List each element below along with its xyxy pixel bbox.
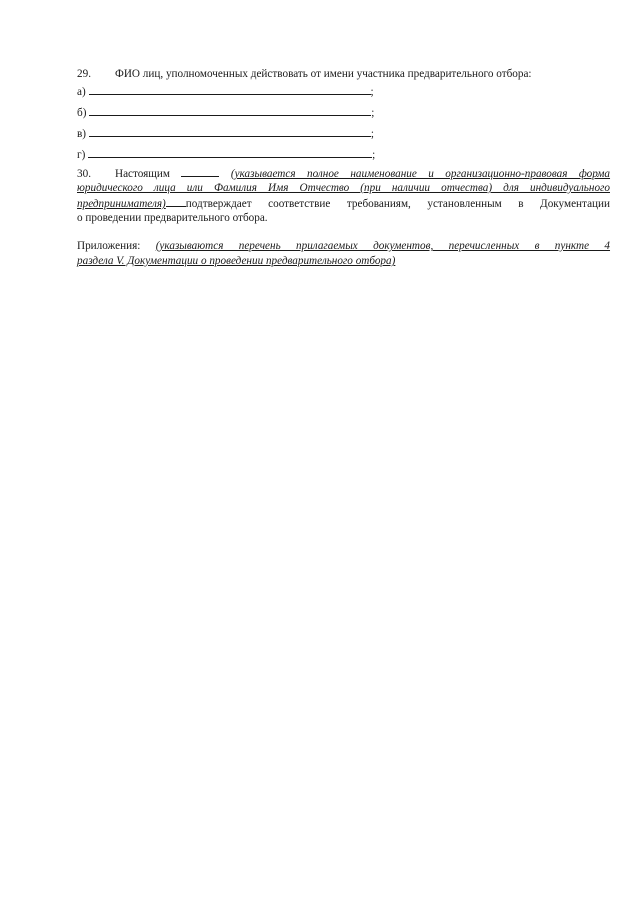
line-a-label: а) xyxy=(77,86,86,98)
attachments-line-2 xyxy=(77,254,610,269)
item-29-line-d xyxy=(77,147,375,161)
attachments-paragraph xyxy=(77,239,610,269)
line-a-end: ; xyxy=(370,86,374,98)
line-d-label: г) xyxy=(77,149,86,161)
item-30-line-1 xyxy=(77,166,610,181)
line-b-blank[interactable] xyxy=(89,105,371,116)
line-a-blank[interactable] xyxy=(89,84,371,95)
line-d-end: ; xyxy=(372,149,376,161)
attachments-line-1 xyxy=(77,239,610,254)
item-29-line-c xyxy=(77,126,374,140)
line-c-label: в) xyxy=(77,128,87,140)
item-29-line-a xyxy=(77,84,374,98)
item-30-number: 30. xyxy=(77,168,91,180)
item-29-line-b xyxy=(77,105,374,119)
item-29-heading xyxy=(77,67,532,81)
item-30-paragraph xyxy=(77,166,610,226)
line-b-end: ; xyxy=(371,107,375,119)
item-30-lead: Настоящим xyxy=(115,168,170,180)
item-30-line-4: о проведении предварительного отбора. xyxy=(77,212,268,224)
item-30-line-2 xyxy=(77,181,610,196)
attachments-label: Приложения: xyxy=(77,240,141,252)
line-b-label: б) xyxy=(77,107,87,119)
item-29-number: 29. xyxy=(77,68,91,80)
item-30-line-3 xyxy=(77,196,610,211)
item-30-blank-2[interactable] xyxy=(166,196,186,207)
attachments-hint-1: (указываются перечень прилагаемых документов, перечисленных в пункте 4 xyxy=(155,240,611,252)
item-30-rest: подтверждает соответствие требованиям, установленным в Документации xyxy=(185,198,610,210)
item-30-hint-1: (указывается полное наименование и организационно-правовая форма xyxy=(230,168,611,180)
line-d-blank[interactable] xyxy=(88,147,372,158)
attachments-hint-2: раздела V. Документации о проведении предварительного отбора) xyxy=(77,255,396,267)
line-c-blank[interactable] xyxy=(89,126,371,137)
item-29-text: ФИО лиц, уполномоченных действовать от имени участника предварительного отбора: xyxy=(115,68,532,80)
item-30-hint-3: предпринимателя) xyxy=(77,198,166,210)
item-30-hint-2: юридического лица или Фамилия Имя Отчество (при наличии отчества) для индивидуального xyxy=(77,182,610,194)
line-c-end: ; xyxy=(370,128,374,140)
item-30-blank-1[interactable] xyxy=(181,166,219,177)
